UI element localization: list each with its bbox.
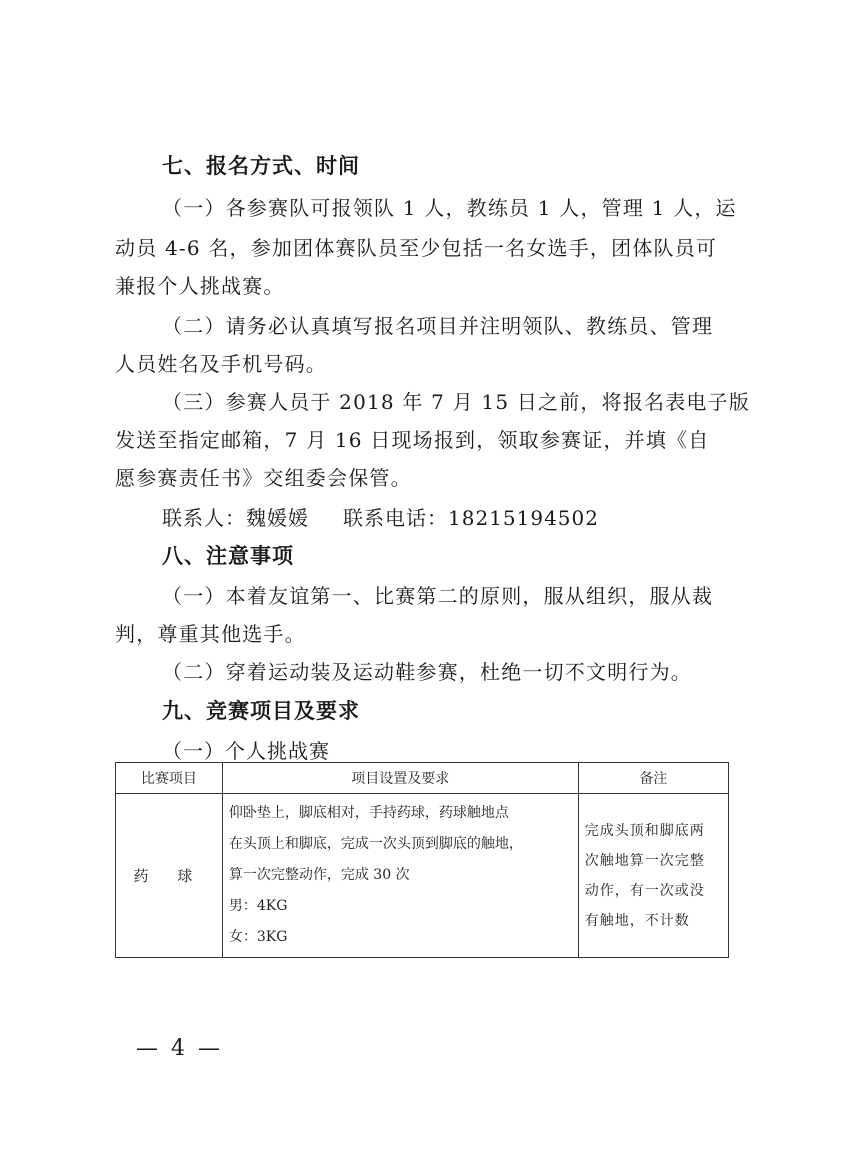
section-8-para-2-line-1: （二）穿着运动装及运动鞋参赛，杜绝一切不文明行为。 (162, 660, 692, 684)
page-number: — 4 — (136, 1036, 223, 1061)
contact-phone: 联系电话：18215194502 (343, 506, 599, 530)
table-row (116, 794, 729, 958)
section-9-subtitle-1: （一）个人挑战赛 (162, 739, 330, 763)
section-7-para-1-line-3: 兼报个人挑战赛。 (115, 274, 285, 298)
requirement-line: 女：3KG (228, 929, 288, 945)
contact-person: 联系人：魏媛媛 (162, 506, 309, 530)
requirement-line: 男：4KG (228, 898, 288, 914)
section-7-para-3-line-2: 发送至指定邮箱，7 月 16 日现场报到，领取参赛证，并填《自 (115, 428, 710, 452)
section-8-para-1-line-1: （一）本着友谊第一、比赛第二的原则，服从组织，服从裁 (162, 584, 714, 608)
table-header-row (116, 763, 729, 794)
note-line: 次触地算一次完整 (584, 852, 705, 869)
section-7-para-3-line-1: （三）参赛人员于 2018 年 7 月 15 日之前，将报名表电子版 (162, 390, 751, 414)
section-7-para-3-line-3: 愿参赛责任书》交组委会保管。 (115, 466, 412, 490)
section-8-para-1-line-2: 判，尊重其他选手。 (115, 622, 306, 646)
section-9-title: 九、竞赛项目及要求 (162, 699, 360, 723)
requirement-line: 在头顶上和脚底，完成一次头顶到脚底的触地， (228, 836, 523, 852)
note-line: 完成头顶和脚底两 (584, 822, 705, 839)
section-7-title: 七、报名方式、时间 (162, 154, 360, 178)
notes-cell (578, 794, 728, 958)
section-7-para-1-line-1: （一）各参赛队可报领队 1 人，教练员 1 人，管理 1 人，运 (162, 196, 737, 220)
section-7-para-2-line-1: （二）请务必认真填写报名项目并注明领队、教练员、管理 (162, 314, 714, 338)
event-name: 药 球 (116, 794, 223, 958)
requirement-line: 算一次完整动作，完成 30 次 (228, 867, 410, 883)
competition-table (115, 762, 729, 958)
contact-line (162, 502, 599, 531)
note-line: 有触地，不计数 (584, 912, 690, 929)
requirements-cell (222, 794, 578, 958)
requirement-line: 仰卧垫上，脚底相对，手持药球，药球触地点 (228, 805, 509, 821)
header-event: 比赛项目 (116, 763, 223, 794)
section-7-para-2-line-2: 人员姓名及手机号码。 (115, 352, 327, 376)
section-7-para-1-line-2: 动员 4-6 名，参加团体赛队员至少包括一名女选手，团体队员可 (115, 236, 718, 260)
header-notes: 备注 (578, 763, 728, 794)
note-line: 动作，有一次或没 (584, 882, 705, 899)
section-8-title: 八、注意事项 (162, 544, 294, 568)
header-requirements: 项目设置及要求 (222, 763, 578, 794)
